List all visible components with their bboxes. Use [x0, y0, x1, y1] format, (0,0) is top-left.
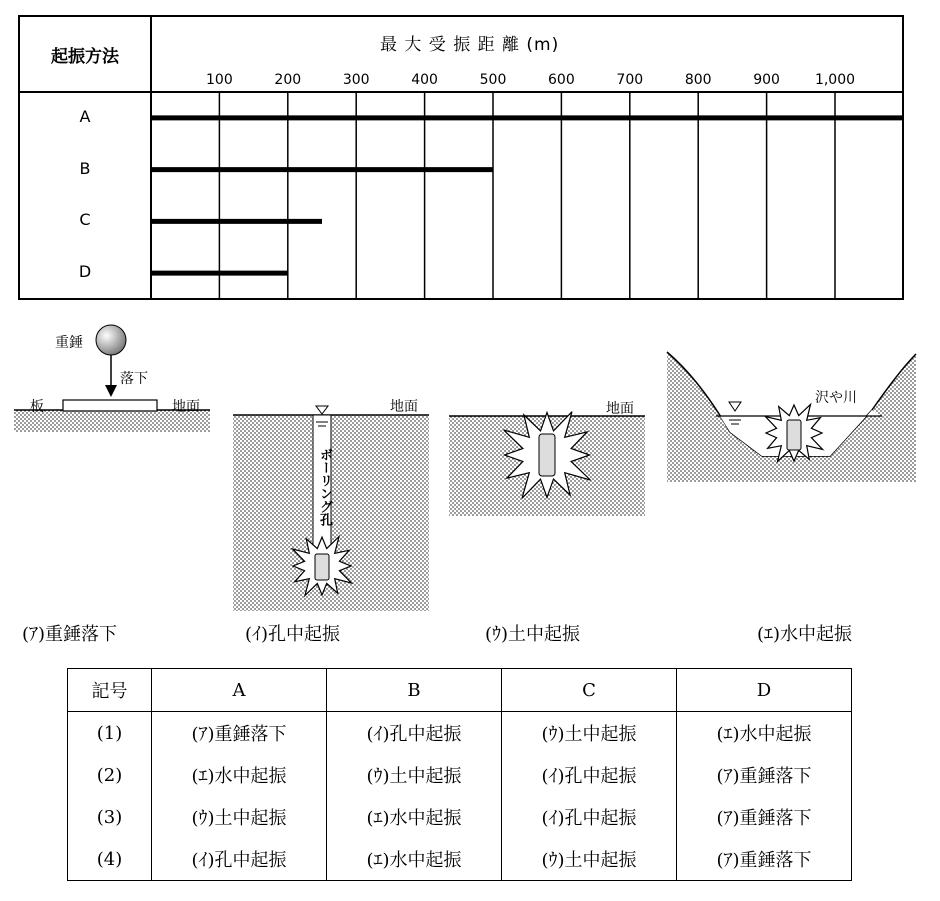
table-cell: (ｲ)孔中起振 [152, 838, 327, 881]
table-cell: (ｳ)土中起振 [152, 796, 327, 838]
header-d: D [677, 669, 852, 712]
x-tick-label: 300 [342, 72, 370, 88]
charge [787, 420, 801, 450]
table-row [68, 796, 852, 838]
table-cell: (ｴ)水中起振 [677, 712, 852, 755]
table-cell: (ｴ)水中起振 [152, 754, 327, 796]
caption-d: (ｴ)水中起振 [757, 624, 853, 645]
x-tick-label: 700 [616, 72, 644, 88]
water-label: 沢や川 [815, 390, 857, 406]
illustrations [0, 310, 940, 630]
caption-b: (ｲ)孔中起振 [245, 624, 341, 645]
x-tick-label: 400 [411, 72, 438, 88]
plate-label: 板 [30, 399, 44, 415]
chart-bars [151, 118, 903, 273]
drop-label: 落下 [120, 371, 148, 387]
row-number: (4) [68, 838, 152, 881]
table-cell: (ｱ)重錘落下 [677, 796, 852, 838]
row-number: (1) [68, 712, 152, 755]
ground-label-c: 地面 [606, 401, 634, 417]
ground-label-a: 地面 [172, 399, 200, 415]
weight-label: 重錘 [55, 335, 83, 351]
table-cell: (ｲ)孔中起振 [502, 754, 677, 796]
drop-arrow-head [105, 385, 117, 397]
plate [63, 400, 157, 411]
answer-table-header [68, 669, 852, 712]
table-cell: (ｱ)重錘落下 [677, 838, 852, 881]
table-cell: (ｳ)土中起振 [327, 754, 502, 796]
header-c: C [502, 669, 677, 712]
answer-table [67, 668, 852, 881]
table-cell: (ｳ)土中起振 [502, 712, 677, 755]
row-label: C [79, 210, 91, 230]
x-tick-label: 800 [684, 72, 712, 88]
row-label: A [79, 106, 91, 126]
chart-title: 最 大 受 振 距 離 (m) [380, 35, 560, 55]
table-cell: (ｱ)重錘落下 [677, 754, 852, 796]
x-tick-label: 600 [548, 72, 575, 88]
table-cell: (ｴ)水中起振 [327, 838, 502, 881]
row-label: B [79, 158, 91, 178]
caption-c: (ｳ)土中起振 [485, 624, 581, 645]
x-tick-label: 500 [479, 72, 507, 88]
row-number: (3) [68, 796, 152, 838]
charge [539, 434, 555, 476]
chart-gridlines [219, 92, 835, 299]
table-row [68, 754, 852, 796]
header-b: B [327, 669, 502, 712]
table-cell: (ｴ)水中起振 [327, 796, 502, 838]
x-tick-label: 1,000 [814, 72, 856, 88]
x-tick-label: 200 [274, 72, 302, 88]
caption-a: (ｱ)重錘落下 [22, 624, 118, 645]
header-symbol: 記号 [68, 669, 152, 712]
table-row [68, 712, 852, 755]
table-row [68, 838, 852, 881]
row-number: (2) [68, 754, 152, 796]
table-cell: (ｳ)土中起振 [502, 838, 677, 881]
ground-label-b: 地面 [390, 399, 418, 415]
row-label: D [78, 262, 92, 282]
table-cell: (ｲ)孔中起振 [502, 796, 677, 838]
underground-figure [449, 412, 645, 516]
table-cell: (ｲ)孔中起振 [327, 712, 502, 755]
header-a: A [152, 669, 327, 712]
water-level-icon [316, 406, 328, 414]
weight-ball [96, 325, 126, 355]
row-header: 起振方法 [51, 47, 119, 67]
x-tick-label: 900 [753, 72, 780, 88]
borehole-label: ボーリング孔 [317, 448, 332, 526]
water-level-icon [729, 402, 741, 411]
table-cell: (ｱ)重錘落下 [152, 712, 327, 755]
underwater-figure [667, 352, 916, 482]
x-tick-label: 100 [206, 72, 233, 88]
charge [315, 554, 329, 580]
